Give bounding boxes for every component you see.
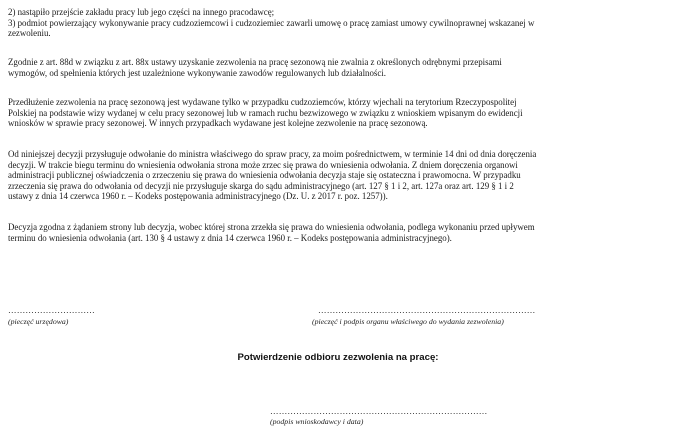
paragraph-line: administracji publicznej oświadczenia o zrzeczeniu się prawa do wniesienia odwołania decyzja staje się ostateczna i prawomocna. W przypadku (8, 170, 521, 181)
paragraph-regulated-professions (8, 57, 668, 78)
paragraph-line: 2) nastąpiło przejście zakładu pracy lub jego części na innego pracodawcę; (8, 7, 275, 17)
paragraph-line: decyzji. W trakcie biegu terminu do wniesienia odwołania strona może zrzec się prawa do wniesienia odwołania. Z dniem doręczenia organowi (8, 159, 518, 170)
stamp-caption: (pieczęć urzędowa) (8, 317, 69, 326)
paragraph-line: Od niniejszej decyzji przysługuje odwołanie do ministra właściwego do spraw pracy, za moim pośrednictwem, w terminie 14 dni od dnia doręczenia (8, 149, 537, 159)
authority-signature-line: ………………………………………………………………… (318, 305, 536, 315)
paragraph-line: zrzeczenia się prawa do odwołania od decyzji nie przysługuje skarga do sądu administracyjnego (art. 127 § 1 i 2, art. 127a oraz art. 129 § 1 i 2 (8, 180, 514, 191)
applicant-caption: (podpis wnioskodawcy i data) (270, 417, 364, 426)
paragraph-line: Zgodnie z art. 88d w związku z art. 88x ustawy uzyskanie zezwolenia na pracę sezonową nie zwalnia z określonych odrębnymi przepisami (8, 57, 502, 67)
paragraph-appeal-rights (8, 149, 668, 202)
paragraph-ownership-change (8, 7, 668, 39)
paragraph-line: ustawy z dnia 14 czerwca 1960 r. – Kodeks postępowania administracyjnego (Dz. U. z 2017 r. poz. 1257)). (8, 191, 388, 202)
paragraph-permit-extension (8, 97, 668, 129)
authority-caption: (pieczęć i podpis organu właściwego do wydania zezwolenia) (312, 317, 504, 326)
paragraph-line: zezwoleniu. (8, 28, 51, 39)
paragraph-line: wymogów, od spełnienia których jest uzależnione wykonywanie zawodów regulowanych lub działalności. (8, 67, 386, 78)
confirmation-title: Potwierdzenie odbioru zezwolenia na pracę: (237, 352, 439, 363)
paragraph-decision-execution (8, 222, 668, 243)
paragraph-line: Decyzja zgodna z żądaniem strony lub decyzja, wobec której strona zrzekła się prawa do wniesienia odwołania, podlega wykonaniu przed upływem (8, 222, 535, 232)
applicant-signature-line: ………………………………………………………………… (270, 406, 488, 416)
paragraph-line: Polskiej na podstawie wizy wydanej w celu pracy sezonowej lub w ramach ruchu bezwizowego w związku z wnioskiem wpisanym do ewidencji (8, 107, 523, 118)
paragraph-line: 3) podmiot powierzający wykonywanie pracy cudzoziemcowi i cudzoziemiec zawarli umowę o pracę zamiast umowy cywilnoprawnej wskazanej w (8, 17, 535, 28)
paragraph-line: wniosków w sprawie pracy sezonowej. W innych przypadkach wydawane jest kolejne zezwolenie na pracę sezonową. (8, 118, 428, 129)
stamp-signature-line: ………………………… (8, 305, 95, 315)
paragraph-line: Przedłużenie zezwolenia na pracę sezonową jest wydawane tylko w przypadku cudzoziemców, którzy wjechali na terytorium Rzeczypospolitej (8, 97, 517, 107)
paragraph-line: terminu do wniesienia odwołania (art. 130 § 4 ustawy z dnia 14 czerwca 1960 r. – Kodeks postępowania administracyjnego). (8, 232, 452, 243)
